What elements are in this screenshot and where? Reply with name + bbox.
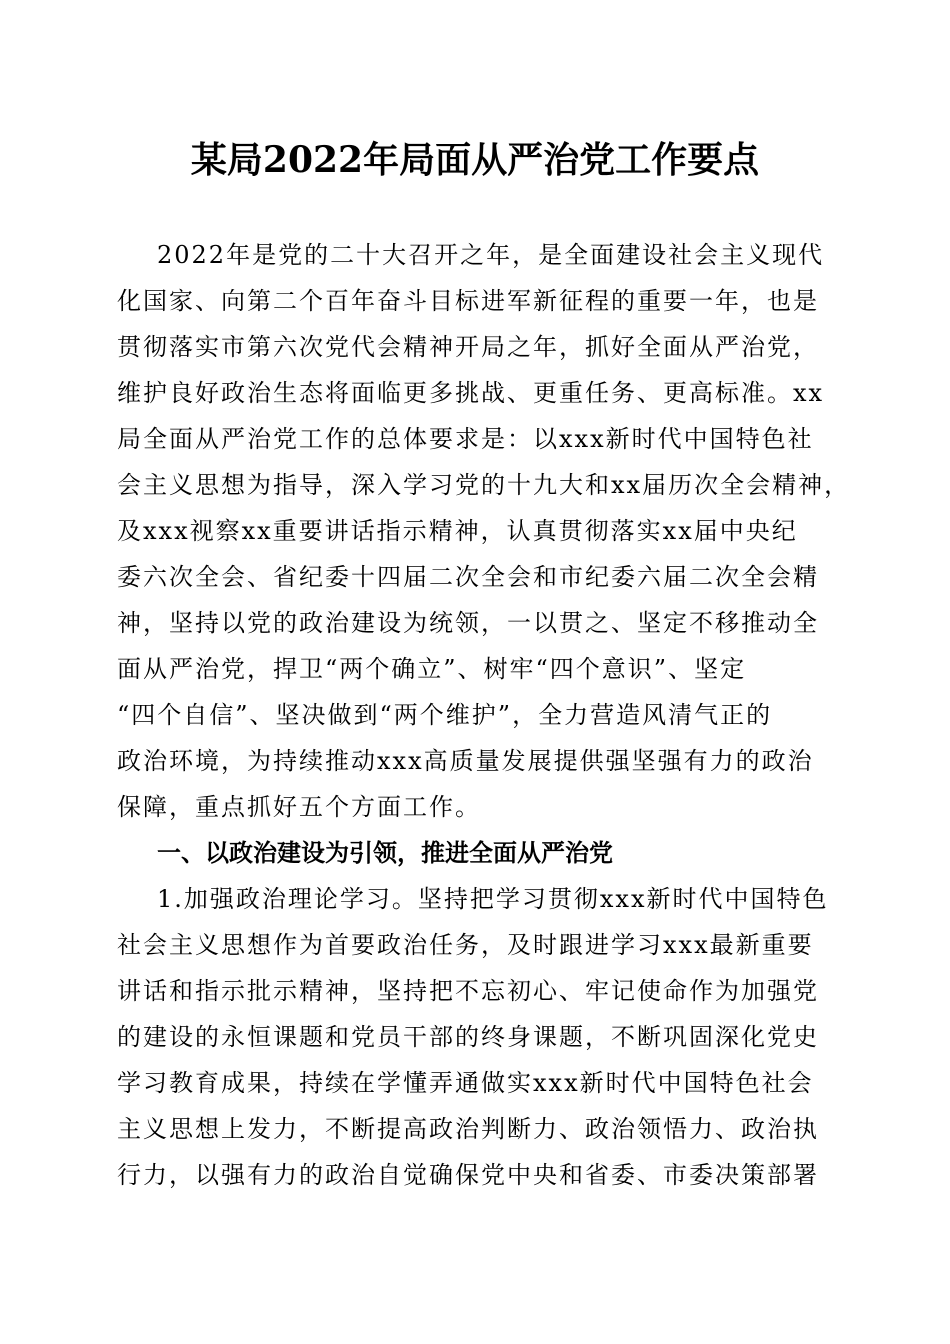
item-line: 学习教育成果，持续在学懂弄通做实xxx新时代中国特色社会 xyxy=(117,1069,814,1097)
document-title: 某局2022年局面从严治党工作要点 xyxy=(190,139,760,181)
intro-line: 局全面从严治党工作的总体要求是：以xxx新时代中国特色社 xyxy=(117,425,814,453)
item-line: 社会主义思想作为首要政治任务，及时跟进学习xxx最新重要 xyxy=(117,931,814,959)
intro-line: 化国家、向第二个百年奋斗目标进军新征程的重要一年，也是 xyxy=(117,287,819,315)
item-line: 行力，以强有力的政治自觉确保党中央和省委、市委决策部署 xyxy=(117,1161,819,1189)
item-line: 主义思想上发力，不断提高政治判断力、政治领悟力、政治执 xyxy=(117,1115,819,1143)
section-heading: 一、以政治建设为引领，推进全面从严治党 xyxy=(157,839,613,867)
intro-line: 及xxx视察xx重要讲话指示精神，认真贯彻落实xx届中央纪 xyxy=(117,517,798,545)
intro-line: “四个自信”、坚决做到“两个维护”，全力营造风清气正的 xyxy=(117,701,773,729)
item-line: 的建设的永恒课题和党员干部的终身课题，不断巩固深化党史 xyxy=(117,1023,819,1051)
intro-line: 维护良好政治生态将面临更多挑战、更重任务、更高标准。xx xyxy=(117,379,825,407)
intro-line: 2022年是党的二十大召开之年，是全面建设社会主义现代 xyxy=(157,241,825,269)
intro-line: 会主义思想为指导，深入学习党的十九大和xx届历次全会精神， xyxy=(117,471,851,499)
intro-line: 神，坚持以党的政治建设为统领，一以贯之、坚定不移推动全 xyxy=(117,609,819,637)
intro-line: 保障，重点抓好五个方面工作。 xyxy=(117,793,481,821)
item-line: 1.加强政治理论学习。坚持把学习贯彻xxx新时代中国特色 xyxy=(157,885,829,913)
intro-line: 委六次全会、省纪委十四届二次全会和市纪委六届二次全会精 xyxy=(117,563,819,591)
document-body xyxy=(117,232,851,1198)
intro-line: 政治环境，为持续推动xxx高质量发展提供强坚强有力的政治 xyxy=(117,747,814,775)
item-line: 讲话和指示批示精神，坚持把不忘初心、牢记使命作为加强党 xyxy=(117,977,819,1005)
intro-line: 面从严治党，捍卫“两个确立”、树牢“四个意识”、坚定 xyxy=(117,655,747,683)
intro-line: 贯彻落实市第六次党代会精神开局之年，抓好全面从严治党， xyxy=(117,333,819,361)
